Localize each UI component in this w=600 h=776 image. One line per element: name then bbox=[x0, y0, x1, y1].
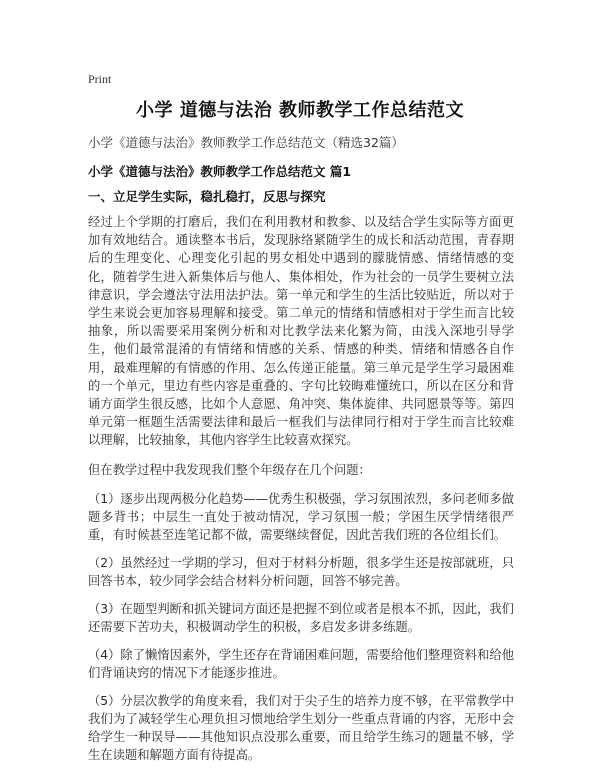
paragraph-item-4: （4）除了懒惰因素外，学生还存在背诵困难问题，需要给他们整理资料和给他们背诵诀窍的情况下才能逐步推进。 bbox=[88, 647, 514, 680]
article-heading: 小学《道德与法治》教师教学工作总结范文 篇1 bbox=[88, 164, 352, 179]
section-heading: 一、立足学生实际，稳扎稳打，反思与探究 bbox=[88, 189, 326, 204]
article-body bbox=[88, 213, 514, 774]
paragraph-intro: 经过上个学期的打磨后，我们在利用教材和教参、以及结合学生实际等方面更加有效地结合。通读整本书后，发现脉络紧随学生的成长和活动范围，青春期后的生理变化、心理变化引起的男女相处中遇到的朦胧情感、情绪情感的变化，随着学生进入新集体后与他人、集体相处，作为社会的一员学生要树立法律意识，学会遵法守法用法护法。第一单元和学生的生活比较贴近，所以对于学生来说会更加容易理解和接受。第二单元的情绪和情感相对于学生而言比较抽象，所以需要采用案例分析和对比教学法来化繁为简，由浅入深地引导学生，他们最常混淆的有情绪和情感的关系、情感的种类、情绪和情感各自作用，最难理解的有情感的作用、怎么传递正能量。第三单元是学生学习最困难的一个单元，里边有些内容是重叠的、字句比较晦难懂统口，所以在区分和背诵方面学生很反感，比如个人意愿、角冲突、集体旋律、共同愿景等等。第四单元第一框题生活需要法律和最后一框我们与法律同行相对于学生而言比较难以理解，比较抽象，其他内容学生比较喜欢探究。 bbox=[88, 215, 514, 448]
paragraph-item-1: （1）逐步出现两极分化趋势——优秀生积极强，学习氛围浓烈，多问老师多做题多背书；中层生一直处于被动情况，学习氛围一般；学困生厌学情绪很严重，有时候甚至连笔记都不做，需要继续督促，因此苦我们班的各位组长们。 bbox=[88, 491, 514, 543]
document-title: 小学 道德与法治 教师教学工作总结范文 bbox=[135, 100, 465, 121]
paragraph-item-2: （2）虽然经过一学期的学习，但对于材料分析题，很多学生还是按部就班，只回答书本，较少同学会结合材料分析问题，回答不够完善。 bbox=[88, 555, 514, 589]
document-subtitle: 小学《道德与法治》教师教学工作总结范文（精选32篇） bbox=[88, 135, 404, 150]
paragraph-item-5: （5）分层次教学的角度来看，我们对于尖子生的培养力度不够，在平常教学中我们为了减轻学生心理负担习惯地给学生划分一些重点背诵的内容，无形中会给学生一种误导——其他知识点没那么重要，而且给学生练习的题量不够，学生在读题和解题方面有待提高。 bbox=[88, 693, 514, 763]
print-label: Print bbox=[88, 72, 112, 86]
paragraph-problems-lead: 但在教学过程中我发现我们整个年级存在几个问题： bbox=[88, 462, 371, 477]
paragraph-item-3: （3）在题型判断和抓关键词方面还是把握不到位或者是根本不抓，因此，我们还需要下苦功夫，积极调动学生的积极，多启发多讲多练题。 bbox=[88, 601, 514, 635]
